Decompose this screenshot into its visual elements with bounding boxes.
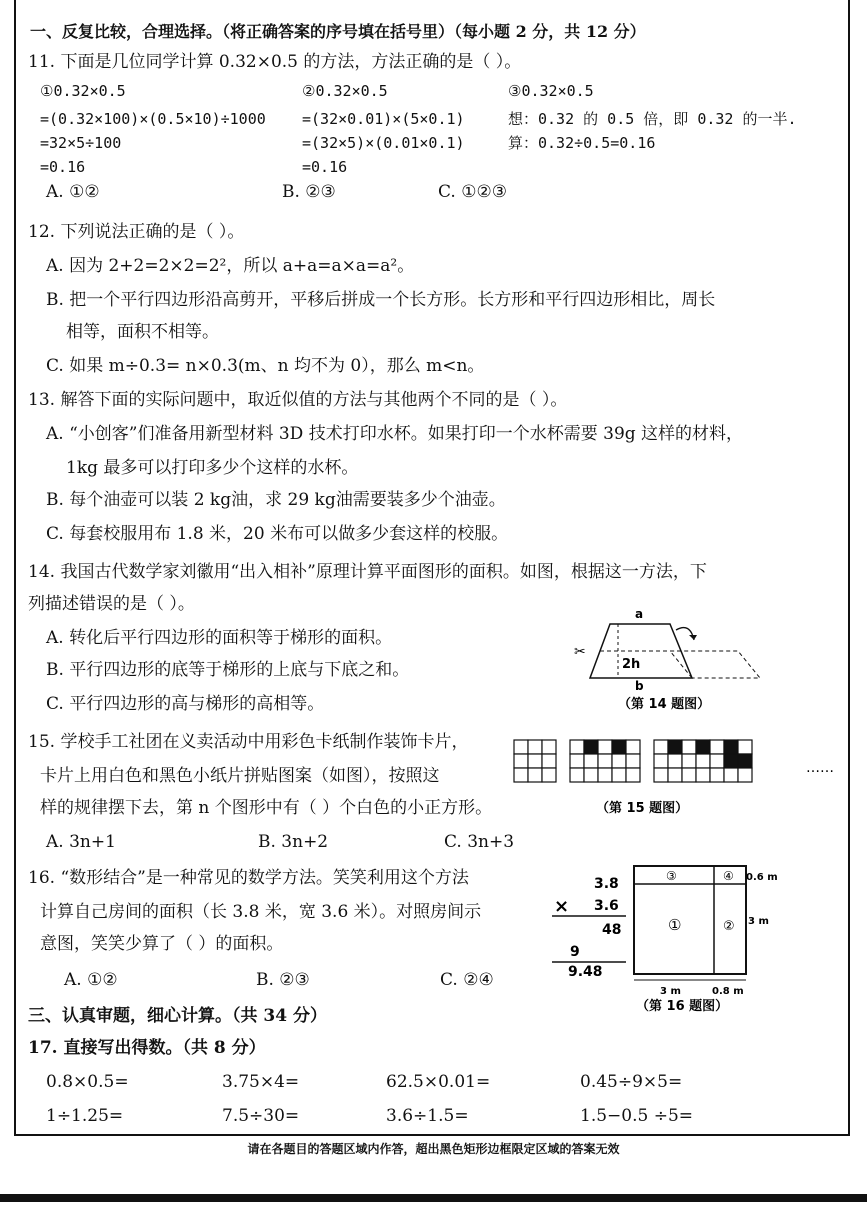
white-square (570, 740, 584, 754)
section-header: 一、反复比较，合理选择。（将正确答案的序号填在括号里）（每小题 2 分，共 12 分） (30, 22, 646, 41)
white-square (514, 740, 528, 754)
fig16-caption: （第 16 题图） (636, 999, 729, 1014)
q11-option-a: A. ①② (46, 182, 100, 202)
page-bottom-bar (0, 1194, 867, 1202)
region-3-label: ③ (666, 869, 677, 883)
pattern-continuation: …… (806, 760, 834, 776)
white-square (724, 768, 738, 782)
fig14-label-h: 2h (622, 657, 641, 672)
pattern-2 (570, 740, 640, 782)
calc-multiplicand: 3.8 (594, 876, 619, 892)
black-square (668, 740, 682, 754)
white-square (710, 754, 724, 768)
q12-option-b: B. 把一个平行四边形沿高剪开，平移后拼成一个长方形。长方形和平行四边形相比，周长 (46, 290, 716, 310)
region-1-label: ① (668, 916, 682, 934)
q14-option-b: B. 平行四边形的底等于梯形的上底与下底之和。 (46, 660, 410, 680)
calc-partial-1: 48 (602, 922, 622, 938)
q11-method2-line: =0.16 (302, 158, 348, 176)
q15-option-c: C. 3n+3 (444, 832, 515, 852)
white-square (570, 754, 584, 768)
q11-method1-line: =32×5÷100 (40, 134, 122, 152)
question-13-stem: 13. 解答下面的实际问题中，取近似值的方法与其他两个不同的是（ ）。 (28, 390, 568, 410)
white-square (570, 768, 584, 782)
fig14-label-b: b (635, 679, 644, 693)
region-2-label: ② (723, 919, 735, 934)
q12-option-a: A. 因为 2+2=2×2=2²，所以 a+a=a×a=a²。 (46, 256, 415, 276)
q15-option-a: A. 3n+1 (46, 832, 116, 852)
white-square (598, 754, 612, 768)
white-square (668, 754, 682, 768)
calc-item: 1.5−0.5 ÷5= (580, 1106, 694, 1126)
white-square (682, 754, 696, 768)
white-square (696, 768, 710, 782)
calc-item: 3.75×4= (222, 1072, 300, 1092)
white-square (584, 754, 598, 768)
q16-room-figure (620, 860, 780, 1016)
q14-option-a: A. 转化后平行四边形的面积等于梯形的面积。 (46, 628, 393, 648)
white-square (542, 754, 556, 768)
white-square (528, 754, 542, 768)
black-square (612, 740, 626, 754)
white-square (514, 768, 528, 782)
black-square (724, 740, 738, 754)
white-square (668, 768, 682, 782)
white-square (514, 754, 528, 768)
question-15-stem-cont2: 样的规律摆下去，第 n 个图形中有（ ）个白色的小正方形。 (40, 798, 493, 818)
question-15-stem: 15. 学校手工社团在义卖活动中用彩色卡纸制作装饰卡片， (28, 732, 469, 752)
q14-trapezoid-figure (568, 604, 858, 714)
white-square (738, 740, 752, 754)
white-square (696, 754, 710, 768)
answer-area-notice: 请在各题目的答题区域内作答，超出黑色矩形边框限定区域的答案无效 (247, 1142, 620, 1156)
calc-multiplier: 3.6 (594, 898, 619, 914)
q11-method1-line: =0.16 (40, 158, 86, 176)
fig14-caption: （第 14 题图） (618, 697, 711, 712)
q13-option-a-cont: 1kg 最多可以打印多少个这样的水杯。 (66, 458, 359, 478)
calc-item: 3.6÷1.5= (386, 1106, 469, 1126)
question-16-stem: 16. “数形结合”是一种常见的数学方法。笑笑利用这个方法 (28, 868, 469, 888)
calc-partial-2: 9 (570, 944, 580, 960)
black-square (738, 754, 752, 768)
q16-option-a: A. ①② (64, 970, 118, 990)
white-square (654, 768, 668, 782)
dim-3m-width: 3 m (660, 986, 681, 997)
black-square (724, 754, 738, 768)
q15-option-b: B. 3n+2 (258, 832, 329, 852)
white-square (710, 740, 724, 754)
q14-option-c: C. 平行四边形的高与梯形的高相等。 (46, 694, 325, 714)
q13-option-b: B. 每个油壶可以装 2 kg油，求 29 kg油需要装多少个油壶。 (46, 490, 506, 510)
black-square (696, 740, 710, 754)
fig15-caption: （第 15 题图） (596, 801, 689, 816)
dim-3m-height: 3 m (748, 916, 769, 927)
white-square (654, 754, 668, 768)
q15-pattern-figure (510, 736, 856, 818)
q12-option-b-cont: 相等，面积不相等。 (66, 322, 219, 342)
white-square (528, 768, 542, 782)
dim-0-8m: 0.8 m (712, 986, 744, 997)
white-square (598, 740, 612, 754)
white-square (528, 740, 542, 754)
question-15-stem-cont: 卡片上用白色和黑色小纸片拼贴图案（如图），按照这 (40, 766, 440, 786)
q13-option-c: C. 每套校服用布 1.8 米，20 米布可以做多少套这样的校服。 (46, 524, 509, 544)
q11-method2-line: ②0.32×0.5 (302, 82, 388, 100)
white-square (682, 768, 696, 782)
q11-method2-line: =(32×0.01)×(5×0.1) (302, 110, 465, 128)
q11-method1-line: =(0.32×100)×(0.5×10)÷1000 (40, 110, 266, 128)
white-square (612, 754, 626, 768)
calc-item: 62.5×0.01= (386, 1072, 491, 1092)
q16-option-b: B. ②③ (256, 970, 310, 990)
white-square (626, 740, 640, 754)
q11-method3-line: 算：0.32÷0.5=0.16 (508, 134, 656, 152)
white-square (710, 768, 724, 782)
white-square (598, 768, 612, 782)
calc-item: 0.45÷9×5= (580, 1072, 683, 1092)
q12-option-c: C. 如果 m÷0.3= n×0.3(m、n 均不为 0），那么 m<n。 (46, 356, 485, 376)
white-square (542, 768, 556, 782)
fig14-label-a: a (635, 607, 644, 621)
question-16-stem-cont2: 意图，笑笑少算了（ ）的面积。 (40, 934, 284, 954)
white-square (654, 740, 668, 754)
pattern-3 (654, 740, 752, 782)
pattern-1 (514, 740, 556, 782)
white-square (626, 768, 640, 782)
q11-option-b: B. ②③ (282, 182, 336, 202)
white-square (584, 768, 598, 782)
q11-method2-line: =(32×5)×(0.01×0.1) (302, 134, 465, 152)
calc-times-sign: × (554, 896, 570, 917)
q11-method3-line: ③0.32×0.5 (508, 82, 594, 100)
q11-method1-line: ①0.32×0.5 (40, 82, 126, 100)
question-16-stem-cont: 计算自己房间的面积（长 3.8 米，宽 3.6 米）。对照房间示 (40, 902, 482, 922)
question-14-stem-cont: 列描述错误的是（ ）。 (28, 594, 195, 614)
region-4-label: ④ (723, 869, 734, 883)
white-square (612, 768, 626, 782)
question-17-stem: 17. 直接写出得数。（共 8 分） (28, 1038, 266, 1058)
scissors-icon: ✂ (574, 644, 586, 660)
calc-item: 7.5÷30= (222, 1106, 300, 1126)
q16-option-c: C. ②④ (440, 970, 494, 990)
section-3-header: 三、认真审题，细心计算。（共 34 分） (28, 1006, 327, 1026)
question-12-stem: 12. 下列说法正确的是（ ）。 (28, 222, 245, 242)
calc-result: 9.48 (568, 964, 603, 980)
q11-method3-line: 想：0.32 的 0.5 倍，即 0.32 的一半. (508, 110, 797, 128)
question-14-stem: 14. 我国古代数学家刘徽用“出入相补”原理计算平面图形的面积。如图，根据这一方法，下 (28, 562, 707, 582)
white-square (682, 740, 696, 754)
black-square (584, 740, 598, 754)
question-11-stem: 11. 下面是几位同学计算 0.32×0.5 的方法，方法正确的是（ ）。 (28, 52, 522, 72)
calc-item: 0.8×0.5= (46, 1072, 129, 1092)
dim-0-6m: 0.6 m (746, 872, 778, 883)
white-square (738, 768, 752, 782)
white-square (626, 754, 640, 768)
calc-item: 1÷1.25= (46, 1106, 124, 1126)
q11-option-c: C. ①②③ (438, 182, 507, 202)
q13-option-a: A. “小创客”们准备用新型材料 3D 技术打印水杯。如果打印一个水杯需要 39g 这样的材料， (46, 424, 744, 444)
white-square (542, 740, 556, 754)
